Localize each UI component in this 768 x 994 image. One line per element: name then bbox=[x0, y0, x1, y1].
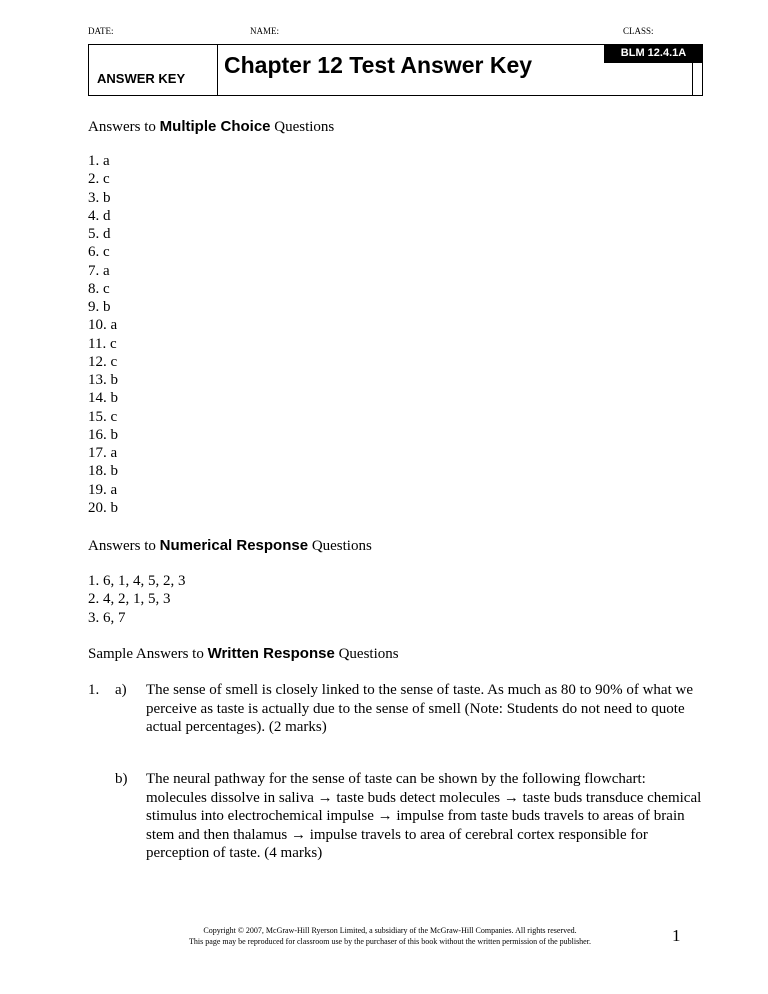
list-item: 2. c bbox=[88, 171, 110, 188]
list-item: 18. b bbox=[88, 463, 118, 480]
page-number: 1 bbox=[672, 926, 681, 945]
date-label: DATE: bbox=[88, 26, 114, 36]
list-item: 6. c bbox=[88, 244, 110, 261]
list-item: 12. c bbox=[88, 353, 118, 370]
list-item: 11. c bbox=[88, 335, 117, 352]
list-item: 17. a bbox=[88, 445, 118, 461]
list-item: 8. c bbox=[88, 280, 110, 297]
mc-heading-emphasis: Multiple Choice bbox=[159, 118, 271, 135]
list-item: 1. 6, 1, 4, 5, 2, 3 bbox=[88, 573, 186, 589]
copyright-line: Copyright © 2007, McGraw-Hill Ryerson Limited, a subsidiary of the McGraw-Hill Companies. All rights reserved. bbox=[203, 926, 577, 935]
part-b-text: The neural pathway for the sense of taste can be shown by the following flowchart: molecules dissolve in saliva → taste buds detect molecules → taste buds transduce chemical stimulus into electrochemical impulse → impulse from taste buds travels to areas of brain stem and then thalamus → impulse travels to area of cerebral cortex responsible for perception of taste. (4 marks) bbox=[146, 771, 702, 861]
list-item: 2. 4, 2, 1, 5, 3 bbox=[88, 591, 171, 608]
mc-heading-suffix: Questions bbox=[274, 119, 335, 135]
list-item: 5. d bbox=[88, 226, 111, 242]
list-item: 9. b bbox=[88, 299, 111, 315]
multiple-choice-heading bbox=[88, 118, 334, 136]
list-item: 3. b bbox=[88, 189, 111, 206]
permission-line: This page may be reproduced for classroom use by the purchaser of this book without the written permission of the publisher. bbox=[189, 937, 591, 946]
list-item: 14. b bbox=[88, 390, 118, 407]
part-b-label: b) bbox=[115, 771, 128, 787]
list-item: 13. b bbox=[88, 372, 118, 388]
list-item: 3. 6, 7 bbox=[88, 609, 126, 626]
list-item: 4. d bbox=[88, 207, 111, 224]
wr-heading-emphasis: Written Response bbox=[207, 645, 335, 662]
nr-heading-prefix: Answers to bbox=[88, 538, 156, 554]
list-item: 20. b bbox=[88, 499, 118, 516]
name-label: NAME: bbox=[250, 26, 279, 36]
wr-heading-prefix: Sample Answers to bbox=[88, 646, 204, 662]
list-item: 15. c bbox=[88, 408, 118, 425]
page-title: Chapter 12 Test Answer Key bbox=[224, 52, 533, 78]
multiple-choice-list bbox=[88, 152, 118, 517]
written-response-heading bbox=[88, 645, 399, 663]
part-a-label: a) bbox=[115, 682, 127, 698]
nr-heading-emphasis: Numerical Response bbox=[159, 537, 309, 554]
list-item: 7. a bbox=[88, 262, 110, 279]
class-label: CLASS: bbox=[623, 26, 654, 36]
wr-heading-suffix: Questions bbox=[338, 646, 399, 662]
list-item: 10. a bbox=[88, 317, 118, 334]
copyright-footer bbox=[150, 925, 630, 947]
nr-heading-suffix: Questions bbox=[311, 538, 372, 554]
list-item: 19. a bbox=[88, 481, 118, 498]
numerical-response-heading bbox=[88, 537, 372, 555]
blm-badge: BLM 12.4.1A bbox=[604, 44, 703, 63]
numerical-response-list bbox=[88, 572, 186, 627]
mc-heading-prefix: Answers to bbox=[88, 119, 156, 135]
list-item: 1. a bbox=[88, 153, 110, 169]
part-a-text: The sense of smell is closely linked to the sense of taste. As much as 80 to 90% of what we perceive as taste is actually due to the sense of smell (Note: Students do not need to quote actual percentages). (2 marks) bbox=[146, 682, 693, 735]
answer-key-label: ANSWER KEY bbox=[97, 71, 186, 86]
list-item: 16. b bbox=[88, 426, 118, 443]
question-number: 1. bbox=[88, 682, 100, 698]
